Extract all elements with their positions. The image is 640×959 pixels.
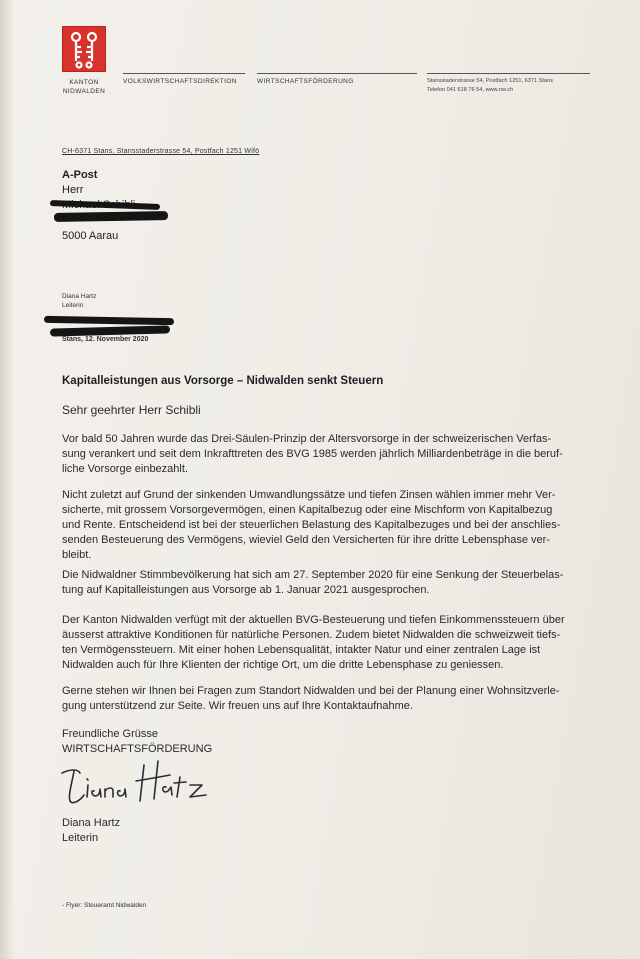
paragraph-2 (62, 488, 560, 563)
handwritten-signature (56, 755, 216, 820)
recipient-city: 5000 Aarau (62, 229, 119, 242)
header-address-line-2: Telefon 041 618 76 54, www.nw.ch (427, 86, 514, 93)
letter-closing (62, 727, 212, 756)
paragraph-line: Der Kanton Nidwalden verfügt mit der aktuellen BVG-Besteuerung und tiefen Einkommenssteuern über (62, 614, 565, 626)
paragraph-line: äusserst attraktive Konditionen für natürliche Personen. Zudem bietet Nidwalden die schweizweit tiefs- (62, 629, 561, 641)
paragraph-line: sung verankert und seit dem Inkrafttreten des BVG 1985 werden jährlich Milliardenbeträge in die beruf- (62, 448, 563, 460)
contact-role: Leiterin (62, 301, 84, 309)
paragraph-line: senden Besteuerung des Vermögens, wieviel Geld den Versicherten für ihre dritte Lebensphase ver- (62, 534, 550, 546)
sender-return-address: CH-6371 Stans, Stansstaderstrasse 54, Postfach 1251 Wifö (62, 148, 260, 155)
paragraph-line: tung auf Kapitalleistungen aus Vorsorge ab 1. Januar 2021 ausgesprochen. (62, 584, 430, 596)
paragraph-line: ten Vermögenssteuern. Mit einer hohen Lebensqualität, intakter Natur und einer zentralen Lage ist (62, 644, 541, 656)
paragraph-line: Nicht zuletzt auf Grund der sinkenden Umwandlungssätze und tiefen Zinsen wählen immer mehr Ver- (62, 489, 556, 501)
paragraph-line: gung unterstützend zur Seite. Wir freuen uns auf Ihre Kontaktaufnahme. (62, 700, 413, 712)
paragraph-line: Nidwalden auch für Ihre Klienten der richtige Ort, um die dritte Lebensphase zu geniessen. (62, 659, 504, 671)
closing-greeting: Freundliche Grüsse (62, 728, 158, 740)
canton-name-line-2: NIDWALDEN (62, 88, 106, 95)
paragraph-3 (62, 568, 563, 598)
delivery-type: A-Post (62, 169, 98, 181)
paragraph-4 (62, 613, 565, 673)
recipient-salutation: Herr (62, 184, 84, 197)
department-name: VOLKSWIRTSCHAFTSDIREKTION (123, 78, 237, 85)
contact-person (62, 293, 96, 310)
paragraph-line: Gerne stehen wir Ihnen bei Fragen zum Standort Nidwalden und bei der Planung einer Wohnsitzverle- (62, 685, 560, 697)
letter-date: Stans, 12. November 2020 (62, 336, 149, 343)
paragraph-1 (62, 432, 563, 477)
letter-greeting: Sehr geehrter Herr Schibli (62, 403, 201, 417)
contact-name: Diana Hartz (62, 293, 97, 300)
signer-block (62, 816, 120, 846)
paragraph-line: Vor bald 50 Jahren wurde das Drei-Säulen-Prinzip der Altersvorsorge in der schweizerischen Verfas- (62, 433, 552, 445)
header-address-line-1: Stansstaderstrasse 54, Postfach 1251, 6371 Stans (427, 78, 553, 84)
header-rule-address (427, 73, 590, 74)
enclosure-note: - Flyer: Steueramt Nidwalden (62, 902, 147, 909)
letter-subject: Kapitalleistungen aus Vorsorge – Nidwalden senkt Steuern (62, 375, 384, 387)
office-name: WIRTSCHAFTSFÖRDERUNG (257, 78, 354, 85)
header-rule-department (123, 73, 245, 74)
paragraph-line: sicherte, mit grossem Vorsorgevermögen, einen Kapitalbezug oder eine Mischform von Kapitalbezug (62, 504, 553, 516)
header-address (427, 77, 553, 94)
canton-coat-of-arms-icon (62, 26, 106, 72)
paragraph-line: bleibt. (62, 549, 92, 561)
canton-name (54, 78, 114, 96)
header-rule-office (257, 73, 417, 74)
page-edge-shadow (0, 0, 14, 959)
paragraph-line: Die Nidwaldner Stimmbevölkerung hat sich am 27. September 2020 für eine Senkung der Steuerbelas- (62, 569, 564, 581)
paragraph-5 (62, 684, 560, 714)
paragraph-line: liche Vorsorge einbezahlt. (62, 463, 188, 475)
canton-name-line-1: KANTON (69, 79, 99, 86)
closing-office: WIRTSCHAFTSFÖRDERUNG (62, 742, 213, 755)
signer-name: Diana Hartz (62, 817, 121, 829)
signer-role: Leiterin (62, 832, 99, 844)
paragraph-line: und Rente. Entscheidend ist bei der steuerlichen Belastung des Kapitalbezuges und bei der anschlies- (62, 519, 561, 531)
